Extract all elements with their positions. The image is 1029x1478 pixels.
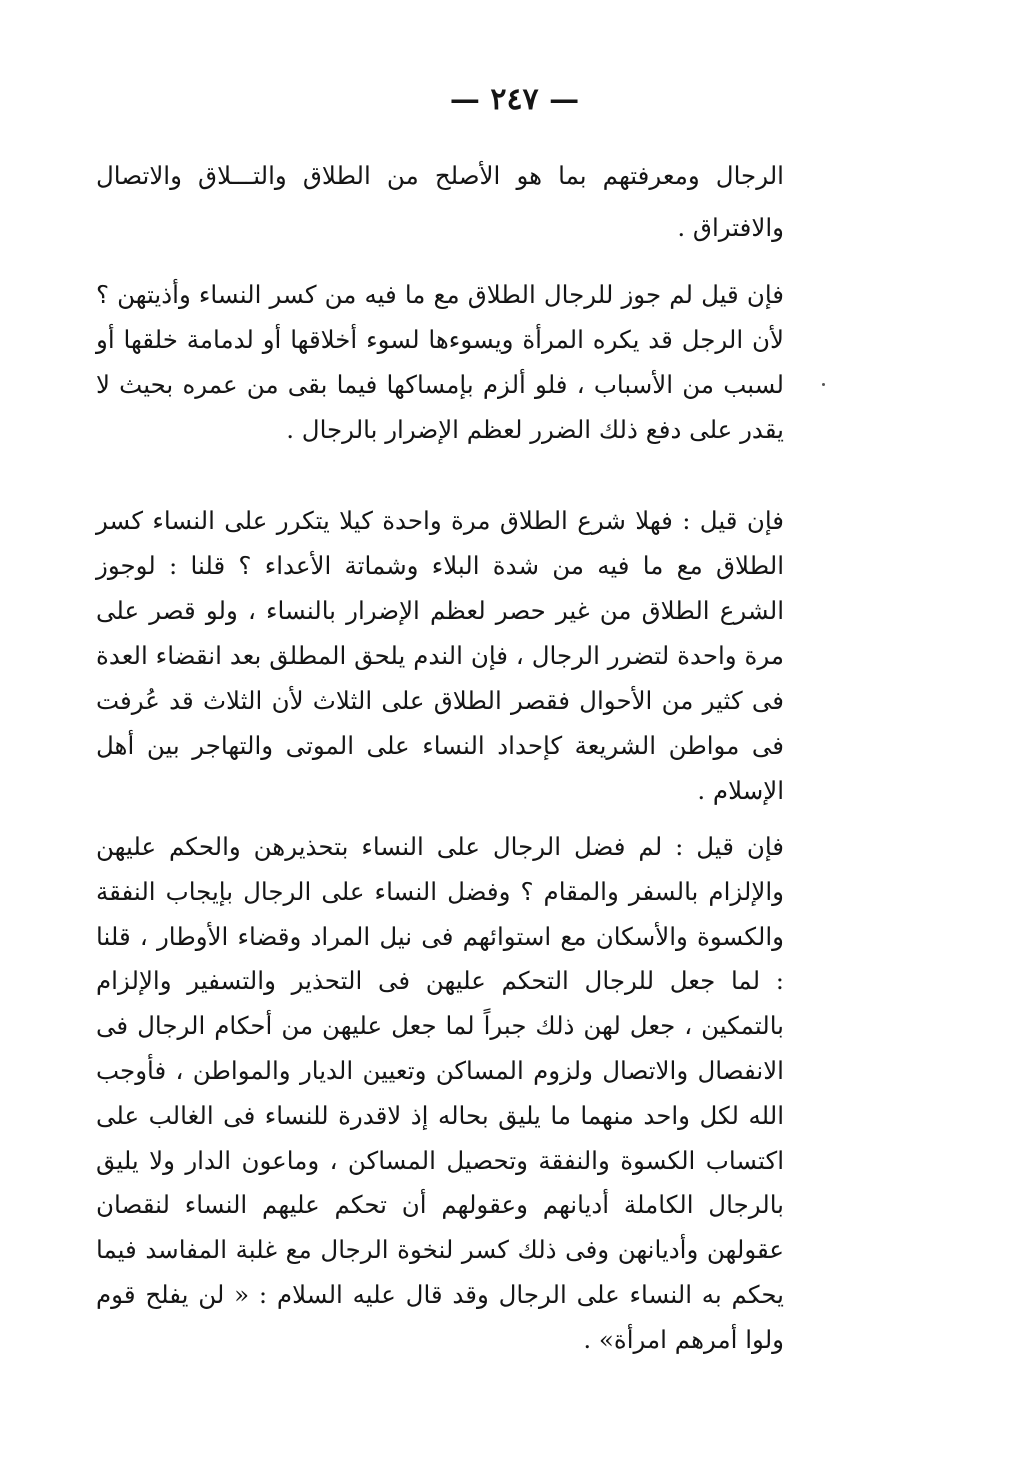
page-number: — ٢٤٧ — bbox=[449, 82, 580, 117]
scan-speck bbox=[822, 383, 825, 386]
paragraph-divorce-permission: فإن قيل لم جوز للرجال الطلاق مع ما فيه من كسر النساء وأذيتهن ؟ لأن الرجل قد يكره المرأة ويسوءها لسوء أخلاقها أو لدمامة خلقها أو لسبب من الأسباب ، فلو ألزم بإمساكها فيما بقى من عمره بحيث لا يقدر على دفع ذلك الضرر لعظم الإضرار بالرجال . bbox=[96, 280, 784, 444]
paragraph-continuation: الرجال ومعرفتهم بما هو الأصلح من الطلاق والتـــلاق والاتصال والافتراق . bbox=[96, 161, 784, 242]
paragraph-divorce-count: فإن قيل : فهلا شرع الطلاق مرة واحدة كيلا يتكرر على النساء كسر الطلاق مع ما فيه من شدة البلاء وشماتة الأعداء ؟ قلنا : لوجوز الشرع الطلاق من غير حصر لعظم الإضرار بالنساء ، ولو قصر على مرة واحدة لتضرر الرجال ، فإن الندم يلحق المطلق بعد انقضاء العدة فى كثير من الأحوال فقصر الطلاق على الثلاث لأن الثلاث قد عُرفت فى مواطن الشريعة كإحداد النساء على الموتى والتهاجر بين أهل الإسلام . bbox=[96, 506, 784, 805]
paragraph-rights-of-men-and-women: فإن قيل : لم فضل الرجال على النساء بتحذيرهن والحكم عليهن والإلزام بالسفر والمقام ؟ وفضل النساء على الرجال بإيجاب النفقة والكسوة والأسكان مع استوائهم فى نيل المراد وقضاء الأوطار ، قلنا : لما جعل للرجال التحكم عليهن فى التحذير والتسفير والإلزام بالتمكين ، جعل لهن ذلك جبراً لما جعل عليهن من أحكام الرجال فى الانفصال والاتصال ولزوم المساكن وتعيين الديار والمواطن ، فأوجب الله لكل واحد منهما ما يليق بحاله إذ لاقدرة للنساء فى الغالب على اكتساب الكسوة والنفقة وتحصيل المساكن ، وماعون الدار ولا يليق بالرجال الكاملة أديانهم وعقولهم أن تحكم عليهم النساء لنقصان عقولهن وأديانهن وفى ذلك كسر لنخوة الرجال مع غلبة المفاسد فيما يحكم به النساء على الرجال وقد قال عليه السلام : « لن يفلح قوم ولوا أمرهم امرأة» . bbox=[96, 832, 784, 1354]
